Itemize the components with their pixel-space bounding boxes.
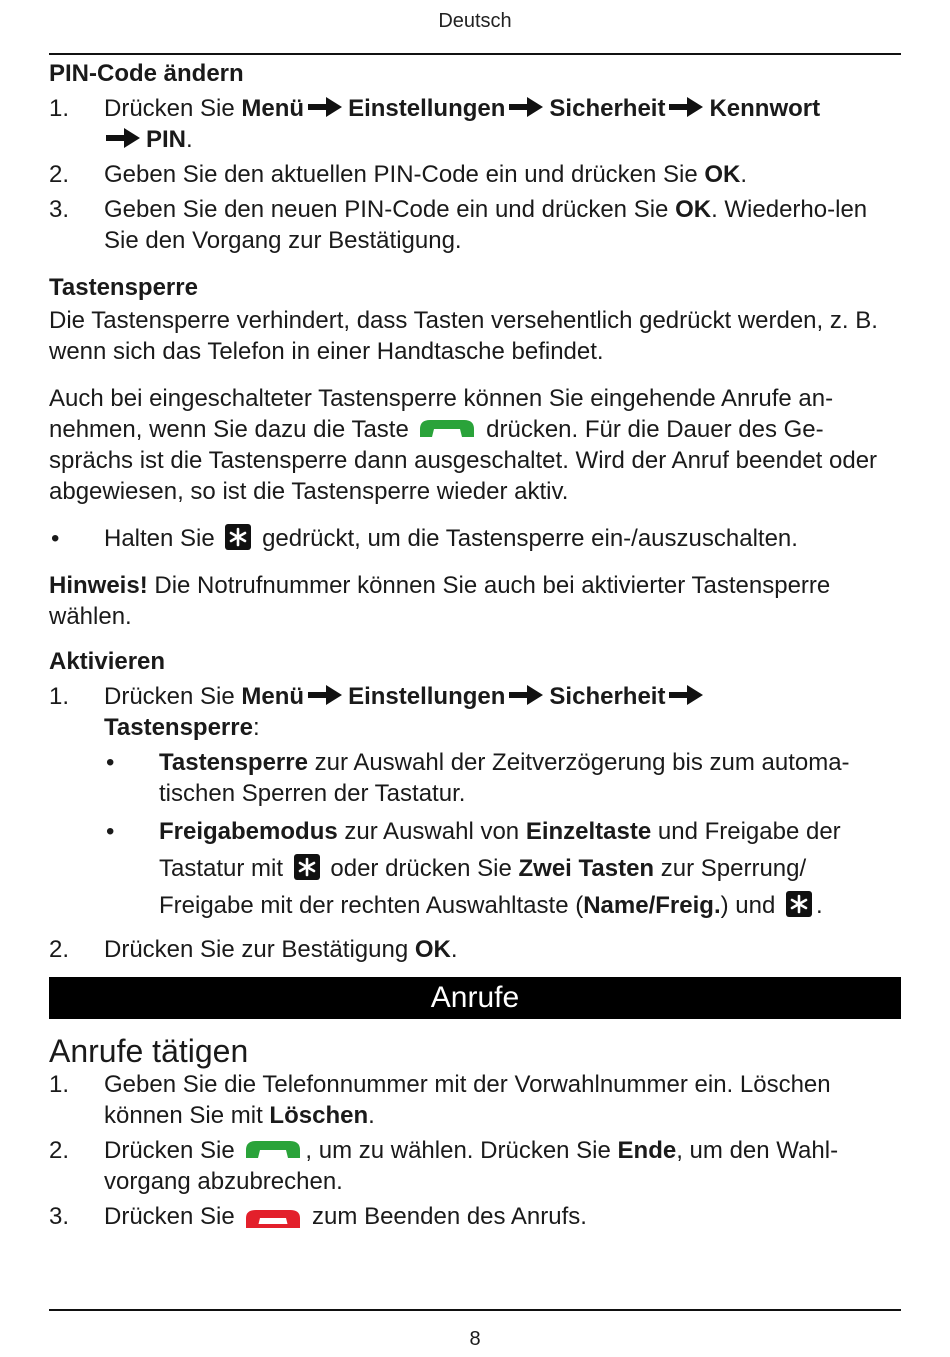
step-number: 1.: [49, 95, 70, 122]
page-number: 8: [469, 1328, 481, 1350]
step-text-cont: zum Beenden des Anrufs.: [305, 1203, 587, 1230]
star-key-icon: [785, 890, 813, 918]
punctuation: .: [368, 1102, 375, 1129]
bullet-dot: •: [51, 525, 60, 552]
pin-steps: [49, 93, 901, 256]
keylock-section-title: Tastensperre: [49, 274, 198, 301]
chapter-banner: Anrufe: [49, 977, 901, 1019]
header-rule: [49, 53, 901, 55]
pin-section-title: PIN-Code ändern: [49, 60, 244, 87]
call-key-icon: [244, 1138, 302, 1162]
bullet-text-cont: gedrückt, um die Tastensperre ein-/auszuschalten.: [255, 525, 798, 552]
calls-steps: [49, 1069, 901, 1232]
bullet-dot: •: [106, 749, 115, 776]
note: [49, 570, 901, 632]
security-label: Sicherheit: [549, 95, 666, 122]
step-number: 2.: [49, 936, 70, 963]
star-key-icon: [224, 523, 252, 551]
option-text: zur Sperrung/ Freigabe mit der rechten Auswahltaste (: [159, 855, 807, 919]
step-text: Drücken Sie: [104, 1137, 242, 1164]
slash: /: [648, 892, 656, 919]
pin-step-1: [49, 93, 901, 155]
step-text: Drücken Sie zur Bestätigung: [104, 936, 415, 963]
calls-step-2: [49, 1135, 901, 1197]
activate-section-title: Aktivieren: [49, 648, 166, 675]
security-label: Sicherheit: [549, 683, 666, 710]
activate-subbullet-1: [104, 747, 901, 809]
option-text: zur Auswahl von: [337, 818, 526, 845]
step-text: Geben Sie den aktuellen PIN-Code ein und drücken Sie: [104, 161, 705, 188]
step-number: 1.: [49, 1071, 70, 1098]
option-text: und Freigabe der Tastatur mit: [159, 818, 841, 882]
punctuation: .: [450, 936, 458, 963]
call-key-icon: [418, 417, 476, 441]
single-key-label: Einzeltaste: [525, 818, 652, 845]
step-text: Drücken Sie: [104, 683, 242, 710]
settings-label: Einstellungen: [348, 683, 506, 710]
punctuation: .: [815, 892, 823, 919]
release-mode-label: Freigabemodus: [159, 818, 338, 845]
pin-label: PIN: [146, 126, 187, 153]
step-text: Geben Sie den neuen PIN-Code ein und drücken Sie: [104, 196, 676, 223]
end-call-key-icon: [244, 1204, 302, 1228]
activate-subbullet-2: [104, 813, 901, 924]
pin-step-3: [49, 194, 901, 256]
note-text: Die Notrufnummer können Sie auch bei aktivierter Tastensperre wählen.: [49, 572, 831, 630]
step-number: 3.: [49, 1203, 70, 1230]
password-label: Kennwort: [709, 95, 821, 122]
punctuation: :: [252, 714, 260, 741]
option-description: zur Auswahl der Zeitverzögerung bis zum automa-tischen Sperren der Tastatur.: [159, 749, 850, 807]
keylock-incoming-call-paragraph: [49, 383, 901, 507]
make-calls-title: Anrufe tätigen: [49, 1033, 249, 1069]
paragraph-text: Auch bei eingeschalteter Tastensperre können Sie eingehende Anrufe an-nehmen, wenn Sie dazu die Taste: [49, 385, 834, 443]
ok-label: OK: [704, 161, 741, 188]
step-text: Drücken Sie: [104, 1203, 242, 1230]
step-text: , um zu wählen. Drücken Sie: [305, 1137, 618, 1164]
step-number: 1.: [49, 683, 70, 710]
ok-label: OK: [675, 196, 712, 223]
keylock-option-label: Tastensperre: [159, 749, 308, 776]
keylock-label: Tastensperre: [104, 714, 253, 741]
keylock-bullet: [49, 523, 901, 554]
arrow-right-icon: [306, 94, 344, 120]
option-text: oder drücken Sie: [323, 855, 519, 882]
step-text: Drücken Sie: [104, 95, 242, 122]
name-label: Name: [583, 892, 649, 919]
bullet-dot: •: [106, 818, 115, 845]
activate-step-2: [49, 934, 901, 965]
arrow-right-icon: [667, 94, 705, 120]
step-text: Geben Sie die Telefonnummer mit der Vorwahlnummer ein. Löschen können Sie mit: [104, 1071, 831, 1129]
settings-label: Einstellungen: [348, 95, 506, 122]
bullet-text: Halten Sie: [104, 525, 222, 552]
keylock-intro: Die Tastensperre verhindert, dass Tasten versehentlich gedrückt werden, z. B. wenn sich das Telefon in einer Handtasche befindet.: [49, 307, 878, 365]
arrow-right-icon: [507, 94, 545, 120]
calls-step-3: [49, 1201, 901, 1232]
menu-label: Menü: [241, 95, 305, 122]
two-keys-label: Zwei Tasten: [518, 855, 655, 882]
ok-label: OK: [414, 936, 451, 963]
activate-steps: [49, 681, 901, 965]
arrow-right-icon: [104, 125, 142, 151]
step-number: 3.: [49, 196, 70, 223]
activate-step-1: [49, 681, 901, 924]
arrow-right-icon: [306, 682, 344, 708]
calls-step-1: [49, 1069, 901, 1131]
punctuation: .: [740, 161, 748, 188]
pin-step-2: [49, 159, 901, 190]
arrow-right-icon: [667, 682, 705, 708]
step-number: 2.: [49, 1137, 70, 1164]
step-text-cont: . Wiederho-len Sie den Vorgang zur Bestätigung.: [104, 196, 868, 254]
menu-label: Menü: [241, 683, 305, 710]
release-label: Freig.: [655, 892, 721, 919]
footer-rule: [49, 1309, 901, 1311]
arrow-right-icon: [507, 682, 545, 708]
page-header-language: Deutsch: [438, 10, 512, 32]
end-label: Ende: [617, 1137, 677, 1164]
step-number: 2.: [49, 161, 70, 188]
step-text-cont: , um den Wahl-vorgang abzubrechen.: [104, 1137, 839, 1195]
delete-label: Löschen: [269, 1102, 369, 1129]
note-label: Hinweis!: [49, 572, 148, 599]
punctuation: .: [186, 126, 193, 153]
paragraph-text-cont: drücken. Für die Dauer des Ge-sprächs ist die Tastensperre dann ausgeschaltet. Wird der Anruf beendet oder abgewiesen, so ist die Tastensperre wieder aktiv.: [49, 416, 878, 505]
star-key-icon: [293, 853, 321, 881]
page-content: [49, 58, 901, 1232]
option-text: ) und: [720, 892, 782, 919]
